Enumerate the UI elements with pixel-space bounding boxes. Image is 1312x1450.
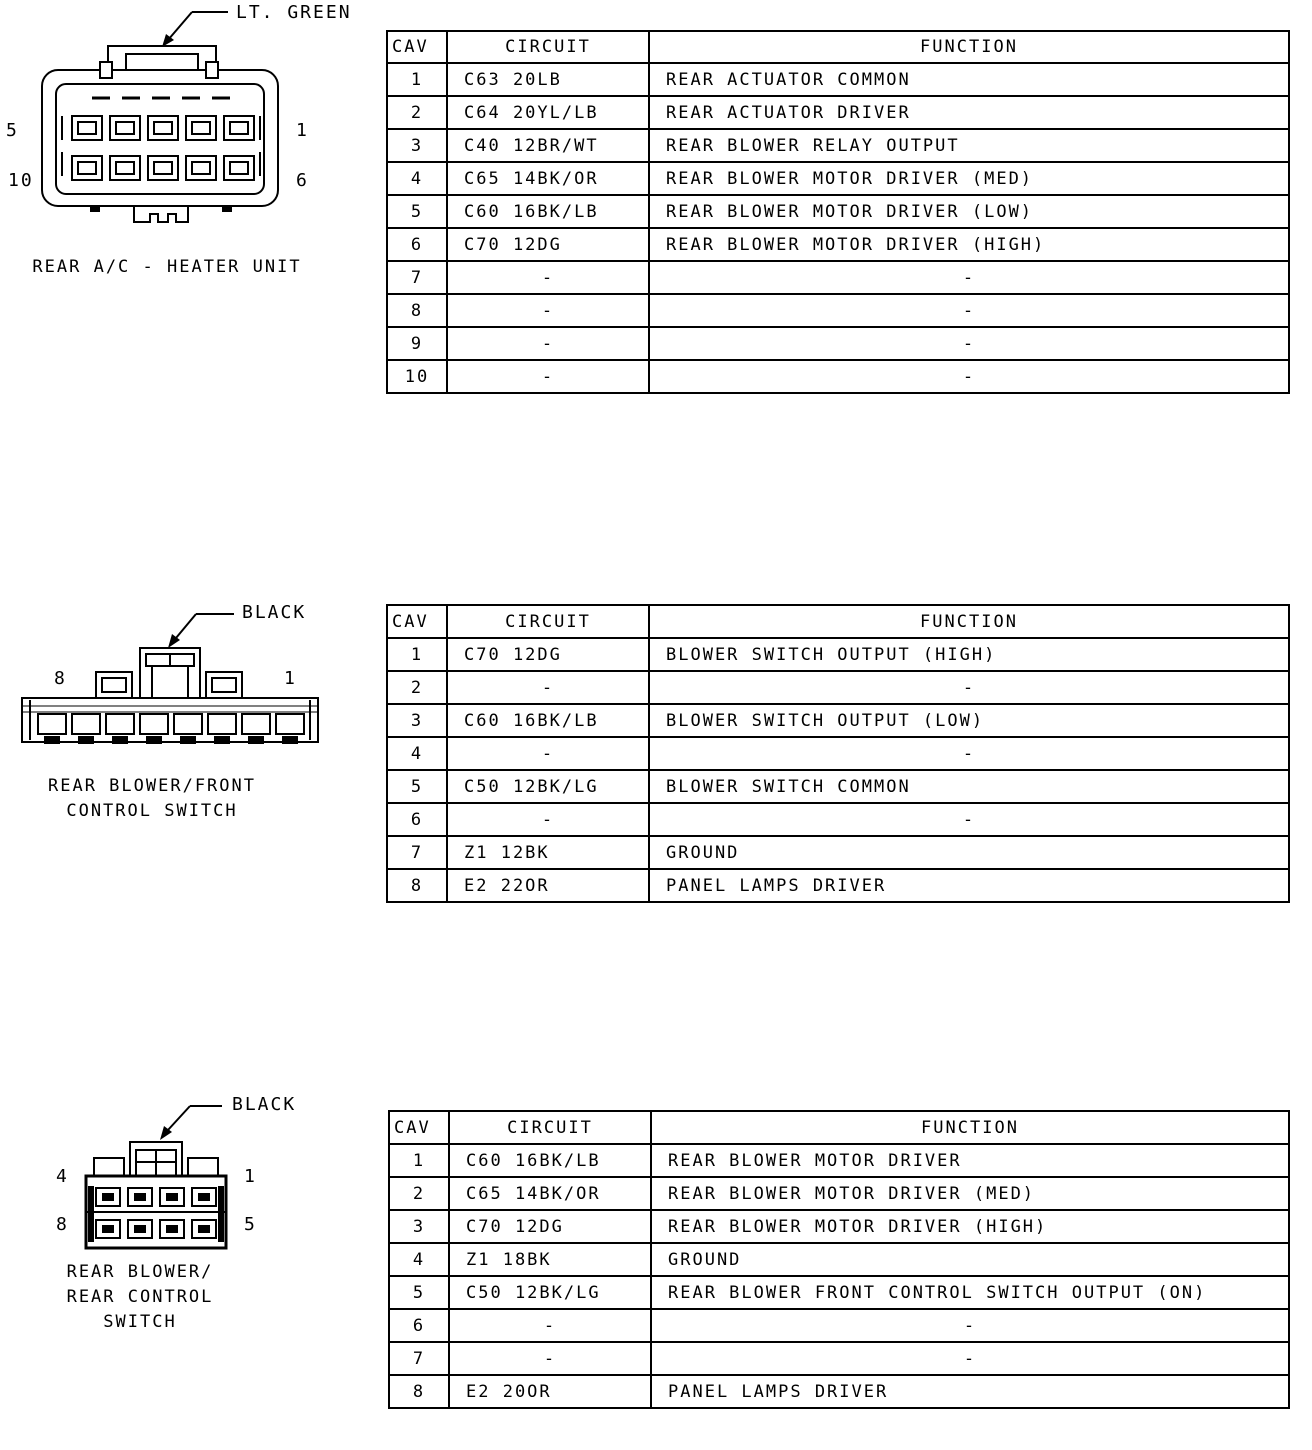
connector-caption	[30, 255, 304, 280]
cell-circuit: -	[447, 737, 649, 770]
cell-cav: 9	[387, 327, 447, 360]
table-row	[387, 261, 1289, 294]
pinout-table	[386, 30, 1290, 394]
cell-circuit: -	[447, 360, 649, 393]
caption-line: REAR A/C - HEATER UNIT	[32, 257, 302, 277]
cell-cav: 8	[389, 1375, 449, 1408]
cell-circuit: -	[447, 294, 649, 327]
cell-function: BLOWER SWITCH OUTPUT (HIGH)	[649, 638, 1289, 671]
header-circuit: CIRCUIT	[449, 1111, 651, 1144]
pin-label-bottom-right: 5	[244, 1214, 257, 1235]
pin-label-top-left: 4	[56, 1166, 69, 1187]
connector-section-rear-ac-heater-unit	[0, 0, 1312, 420]
cell-function: REAR BLOWER MOTOR DRIVER (MED)	[649, 162, 1289, 195]
cell-function: GROUND	[649, 836, 1289, 869]
connector-section-rear-blower-front-control-switch	[0, 590, 1312, 930]
cell-circuit: -	[447, 803, 649, 836]
table-row	[387, 836, 1289, 869]
cell-circuit: -	[449, 1309, 651, 1342]
cell-function: -	[649, 261, 1289, 294]
table-body	[387, 638, 1289, 902]
cell-circuit: C50 12BK/LG	[449, 1276, 651, 1309]
table-row	[389, 1243, 1289, 1276]
table-row	[387, 803, 1289, 836]
cell-cav: 3	[389, 1210, 449, 1243]
table-header-row	[387, 31, 1289, 63]
cell-function: GROUND	[651, 1243, 1289, 1276]
header-cav: CAV	[387, 605, 447, 638]
table-row	[387, 96, 1289, 129]
cell-circuit: C65 14BK/OR	[447, 162, 649, 195]
cell-cav: 10	[387, 360, 447, 393]
caption-line: REAR BLOWER/	[66, 1262, 214, 1282]
cell-cav: 2	[387, 96, 447, 129]
table-header-row	[387, 605, 1289, 638]
cell-function: BLOWER SWITCH COMMON	[649, 770, 1289, 803]
connector-color-label: BLACK	[242, 602, 307, 623]
cell-cav: 4	[387, 162, 447, 195]
connector-section-rear-blower-rear-control-switch	[0, 1090, 1312, 1420]
cell-circuit: Z1 18BK	[449, 1243, 651, 1276]
cell-circuit: C70 12DG	[447, 228, 649, 261]
table-row	[387, 327, 1289, 360]
pin-label-top-right: 1	[244, 1166, 257, 1187]
cell-function: -	[649, 294, 1289, 327]
cell-function: -	[651, 1309, 1289, 1342]
cell-cav: 5	[387, 195, 447, 228]
cell-circuit: C65 14BK/OR	[449, 1177, 651, 1210]
table-row	[389, 1342, 1289, 1375]
cell-circuit: C64 20YL/LB	[447, 96, 649, 129]
header-function: FUNCTION	[649, 31, 1289, 63]
table-body	[387, 63, 1289, 393]
cell-function: -	[649, 737, 1289, 770]
pin-label-bottom-right: 6	[296, 170, 309, 191]
table-body	[389, 1144, 1289, 1408]
cell-function: -	[649, 803, 1289, 836]
table-row	[387, 228, 1289, 261]
cell-cav: 4	[389, 1243, 449, 1276]
cell-circuit: C60 16BK/LB	[449, 1144, 651, 1177]
table-header-row	[389, 1111, 1289, 1144]
caption-line: CONTROL SWITCH	[66, 801, 238, 821]
cell-function: REAR ACTUATOR COMMON	[649, 63, 1289, 96]
cell-cav: 5	[387, 770, 447, 803]
caption-line: SWITCH	[103, 1312, 177, 1332]
cell-function: REAR BLOWER RELAY OUTPUT	[649, 129, 1289, 162]
connector-caption	[20, 774, 284, 824]
cell-cav: 1	[389, 1144, 449, 1177]
table-row	[387, 869, 1289, 902]
cell-circuit: -	[447, 261, 649, 294]
connector-color-label: LT. GREEN	[236, 2, 352, 23]
caption-line: REAR BLOWER/FRONT	[48, 776, 256, 796]
cell-circuit: -	[449, 1342, 651, 1375]
pin-label-right: 1	[284, 668, 297, 689]
table-row	[387, 63, 1289, 96]
cell-cav: 5	[389, 1276, 449, 1309]
table-row	[387, 704, 1289, 737]
cell-function: BLOWER SWITCH OUTPUT (LOW)	[649, 704, 1289, 737]
header-cav: CAV	[389, 1111, 449, 1144]
cell-function: -	[649, 671, 1289, 704]
cell-cav: 3	[387, 704, 447, 737]
cell-cav: 4	[387, 737, 447, 770]
table-row	[387, 671, 1289, 704]
table-row	[389, 1177, 1289, 1210]
cell-cav: 7	[387, 836, 447, 869]
cell-cav: 2	[387, 671, 447, 704]
cell-circuit: Z1 12BK	[447, 836, 649, 869]
cell-cav: 8	[387, 294, 447, 327]
cell-cav: 6	[387, 228, 447, 261]
table-row	[387, 129, 1289, 162]
cell-cav: 7	[389, 1342, 449, 1375]
pin-label-top-right: 1	[296, 120, 309, 141]
cell-circuit: -	[447, 671, 649, 704]
cell-cav: 1	[387, 638, 447, 671]
header-cav: CAV	[387, 31, 447, 63]
table-row	[387, 294, 1289, 327]
cell-cav: 3	[387, 129, 447, 162]
connector-diagram	[0, 0, 370, 360]
cell-circuit: C60 16BK/LB	[447, 195, 649, 228]
table-row	[389, 1210, 1289, 1243]
cell-function: PANEL LAMPS DRIVER	[649, 869, 1289, 902]
table-row	[387, 737, 1289, 770]
cell-function: REAR BLOWER MOTOR DRIVER	[651, 1144, 1289, 1177]
cell-circuit: C70 12DG	[449, 1210, 651, 1243]
table-row	[387, 195, 1289, 228]
pin-label-bottom-left: 8	[56, 1214, 69, 1235]
cell-function: REAR BLOWER MOTOR DRIVER (MED)	[651, 1177, 1289, 1210]
cell-cav: 1	[387, 63, 447, 96]
cell-circuit: E2 20OR	[449, 1375, 651, 1408]
table-row	[389, 1276, 1289, 1309]
cell-function: REAR BLOWER MOTOR DRIVER (HIGH)	[649, 228, 1289, 261]
pin-label-bottom-left: 10	[8, 170, 34, 191]
cell-circuit: C40 12BR/WT	[447, 129, 649, 162]
pin-label-top-left: 5	[6, 120, 19, 141]
table-row	[389, 1375, 1289, 1408]
cell-function: -	[649, 327, 1289, 360]
cell-cav: 6	[389, 1309, 449, 1342]
cell-cav: 8	[387, 869, 447, 902]
table-row	[389, 1309, 1289, 1342]
table-row	[387, 162, 1289, 195]
cell-function: REAR BLOWER FRONT CONTROL SWITCH OUTPUT (ON)	[651, 1276, 1289, 1309]
cell-circuit: C70 12DG	[447, 638, 649, 671]
cell-function: -	[649, 360, 1289, 393]
pin-label-left: 8	[54, 668, 67, 689]
cell-circuit: C60 16BK/LB	[447, 704, 649, 737]
cell-function: REAR ACTUATOR DRIVER	[649, 96, 1289, 129]
header-function: FUNCTION	[649, 605, 1289, 638]
pinout-table	[386, 604, 1290, 903]
connector-diagram	[0, 590, 370, 950]
caption-line: REAR CONTROL	[66, 1287, 214, 1307]
cell-function: -	[651, 1342, 1289, 1375]
pinout-table	[388, 1110, 1290, 1409]
cell-function: REAR BLOWER MOTOR DRIVER (HIGH)	[651, 1210, 1289, 1243]
connector-caption	[40, 1260, 240, 1335]
connector-diagram	[0, 1090, 370, 1450]
table-row	[387, 638, 1289, 671]
header-circuit: CIRCUIT	[447, 31, 649, 63]
table-row	[387, 770, 1289, 803]
cell-cav: 2	[389, 1177, 449, 1210]
cell-cav: 6	[387, 803, 447, 836]
cell-circuit: C50 12BK/LG	[447, 770, 649, 803]
cell-function: REAR BLOWER MOTOR DRIVER (LOW)	[649, 195, 1289, 228]
cell-cav: 7	[387, 261, 447, 294]
table-row	[387, 360, 1289, 393]
header-circuit: CIRCUIT	[447, 605, 649, 638]
cell-circuit: -	[447, 327, 649, 360]
table-row	[389, 1144, 1289, 1177]
cell-function: PANEL LAMPS DRIVER	[651, 1375, 1289, 1408]
cell-circuit: C63 20LB	[447, 63, 649, 96]
header-function: FUNCTION	[651, 1111, 1289, 1144]
cell-circuit: E2 22OR	[447, 869, 649, 902]
connector-color-label: BLACK	[232, 1094, 297, 1115]
